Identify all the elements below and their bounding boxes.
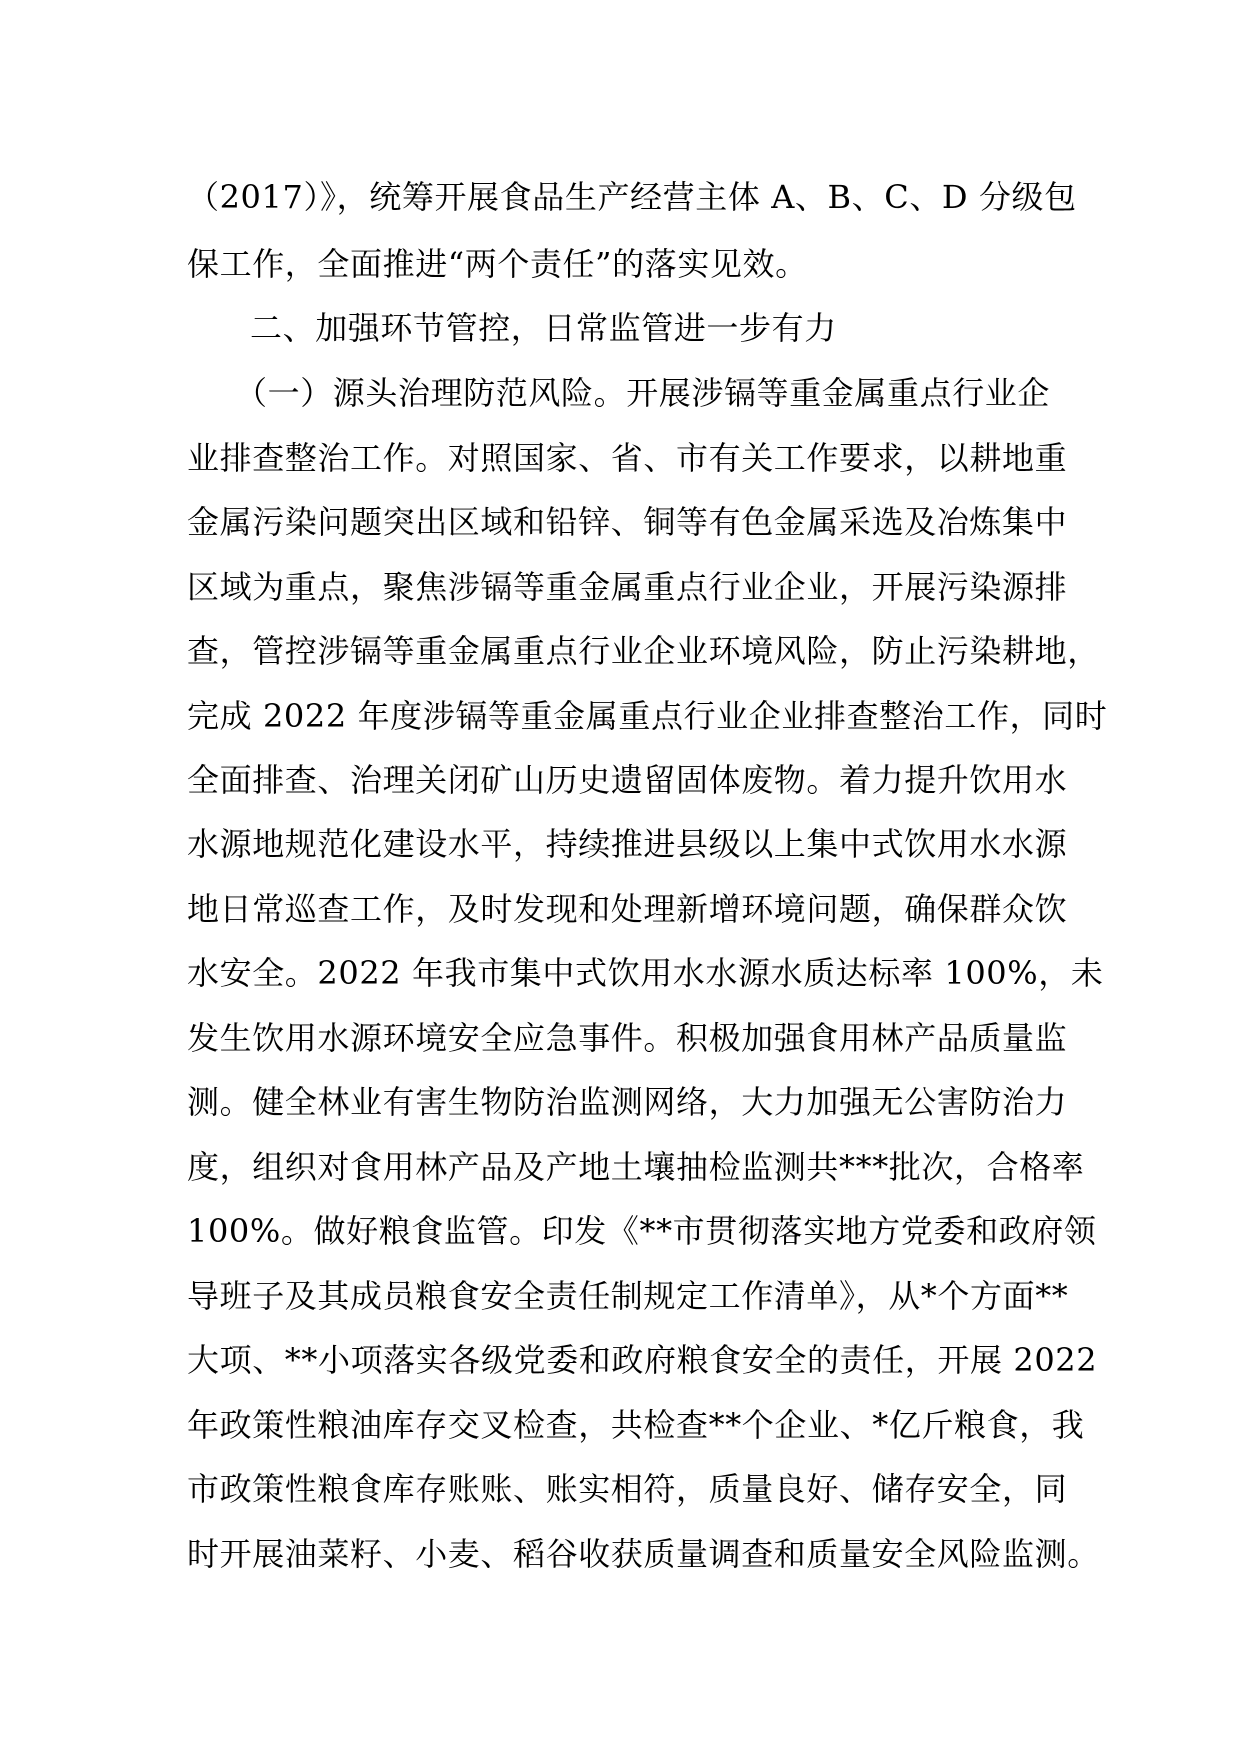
- text-line-2: 保工作，全面推进“两个责任”的落实见效。: [187, 245, 808, 283]
- text-line-15: 测。健全林业有害生物防治监测网络，大力加强无公害防治力: [187, 1083, 1068, 1121]
- text-line-22: 时开展油菜籽、小麦、稻谷收获质量调查和质量安全风险监测。: [187, 1535, 1100, 1573]
- text-line-20: 年政策性粮油库存交叉检查，共检查**个企业、*亿斤粮食，我: [187, 1406, 1085, 1444]
- text-line-10: 全面排查、治理关闭矿山历史遗留固体废物。着力提升饮用水: [187, 761, 1068, 799]
- text-line-1: （2017）》，统筹开展食品生产经营主体 A、B、C、D 分级包: [187, 178, 1077, 216]
- text-line-8: 查，管控涉镉等重金属重点行业企业环境风险，防止污染耕地，: [187, 632, 1100, 670]
- text-line-5: 业排查整治工作。对照国家、省、市有关工作要求，以耕地重: [187, 439, 1068, 477]
- text-line-6: 金属污染问题突出区域和铅锌、铜等有色金属采选及冶炼集中: [187, 503, 1068, 541]
- text-line-7: 区域为重点，聚焦涉镉等重金属重点行业企业，开展污染源排: [187, 568, 1068, 606]
- text-line-12: 地日常巡查工作，及时发现和处理新增环境问题，确保群众饮: [187, 890, 1068, 928]
- text-line-14: 发生饮用水源环境安全应急事件。积极加强食用林产品质量监: [187, 1019, 1068, 1057]
- text-line-16: 度，组织对食用林产品及产地土壤抽检监测共***批次，合格率: [187, 1148, 1085, 1186]
- text-line-19: 大项、**小项落实各级党委和政府粮食安全的责任，开展 2022: [187, 1341, 1098, 1379]
- text-line-9: 完成 2022 年度涉镉等重金属重点行业企业排查整治工作，同时: [187, 697, 1108, 735]
- text-line-18: 导班子及其成员粮食安全责任制规定工作清单》，从*个方面**: [187, 1277, 1069, 1315]
- text-line-17: 100%。做好粮食监管。印发《**市贯彻落实地方党委和政府领: [187, 1212, 1097, 1250]
- text-line-21: 市政策性粮食库存账账、账实相符，质量良好、储存安全，同: [187, 1470, 1068, 1508]
- text-line-11: 水源地规范化建设水平，持续推进县级以上集中式饮用水水源: [187, 825, 1068, 863]
- subsection-heading-line: （一）源头治理防范风险。开展涉镉等重金属重点行业企: [235, 374, 1051, 412]
- text-line-13: 水安全。2022 年我市集中式饮用水水源水质达标率 100%，未: [187, 954, 1104, 992]
- section-heading: 二、加强环节管控，日常监管进一步有力: [250, 309, 837, 347]
